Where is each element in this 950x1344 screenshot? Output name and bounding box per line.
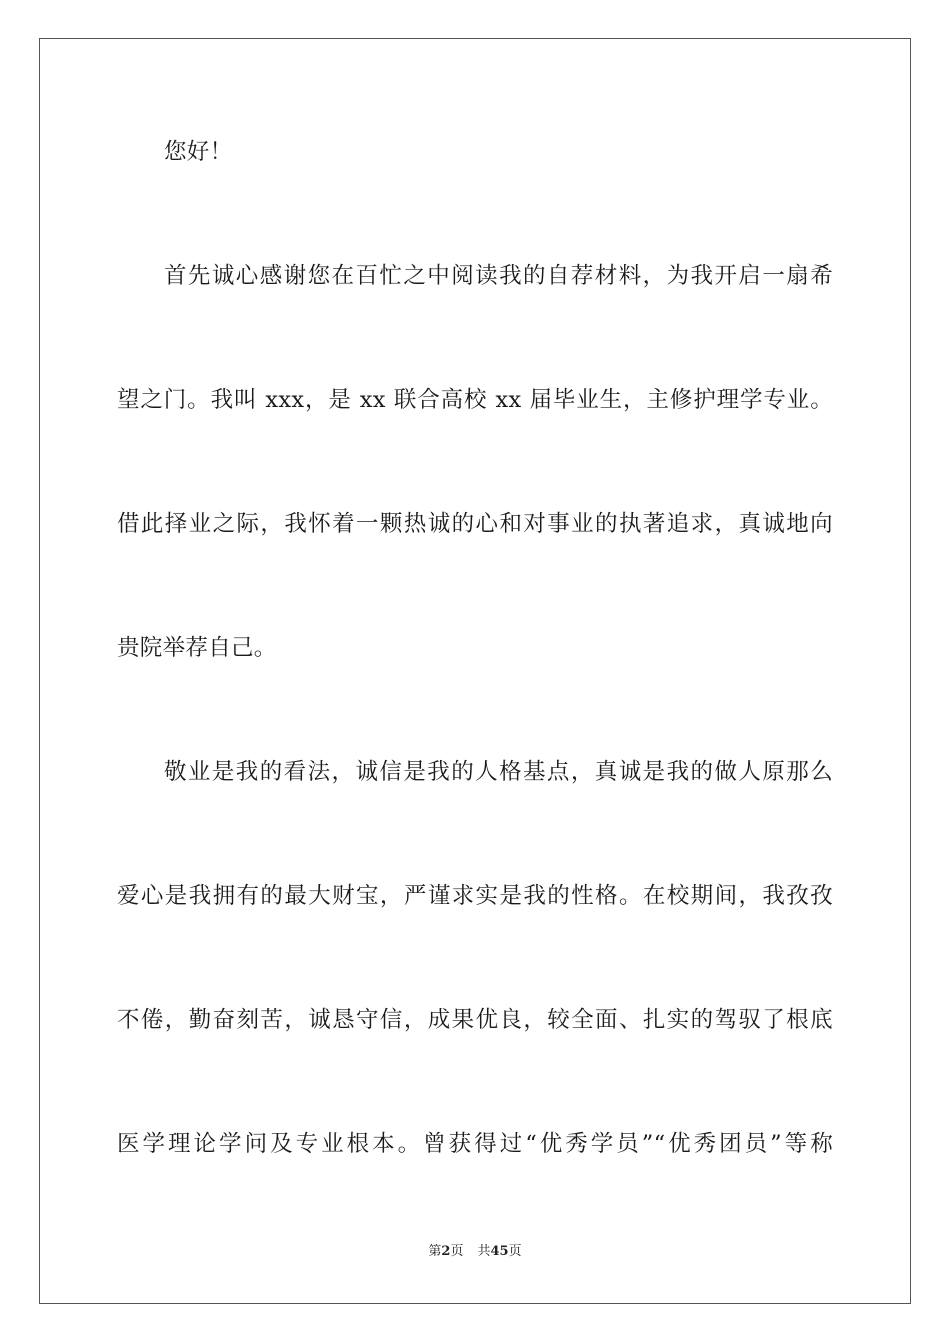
footer-page-suffix: 页 xyxy=(450,1244,464,1259)
paragraph-1-line-2: 望之门。我叫 xxx，是 xx 联合高校 xx 届毕业生，主修护理学专业。 xyxy=(117,387,833,413)
paragraph-1-line-1: 首先诚心感谢您在百忙之中阅读我的自荐材料，为我开启一扇希 xyxy=(164,263,833,289)
greeting-line: 您好！ xyxy=(164,139,233,165)
footer-total-suffix: 页 xyxy=(508,1244,522,1259)
paragraph-1-line-3: 借此择业之际，我怀着一颗热诚的心和对事业的执著追求，真诚地向 xyxy=(117,511,833,537)
page-border xyxy=(39,38,911,1304)
paragraph-2-line-2: 爱心是我拥有的最大财宝，严谨求实是我的性格。在校期间，我孜孜 xyxy=(117,883,833,909)
paragraph-2-line-1: 敬业是我的看法，诚信是我的人格基点，真诚是我的做人原那么 xyxy=(164,759,833,785)
paragraph-2-line-4: 医学理论学问及专业根本。曾获得过“优秀学员”“优秀团员”等称 xyxy=(117,1131,833,1157)
footer-page-prefix: 第 xyxy=(428,1244,442,1259)
paragraph-1-line-4: 贵院举荐自己。 xyxy=(117,635,277,661)
page-footer xyxy=(0,1244,950,1260)
footer-total-number: 45 xyxy=(490,1244,509,1259)
footer-total-prefix: 共 xyxy=(477,1244,491,1259)
paragraph-2-line-3: 不倦，勤奋刻苦，诚恳守信，成果优良，较全面、扎实的驾驭了根底 xyxy=(117,1007,833,1033)
footer-page-number: 2 xyxy=(441,1244,451,1259)
